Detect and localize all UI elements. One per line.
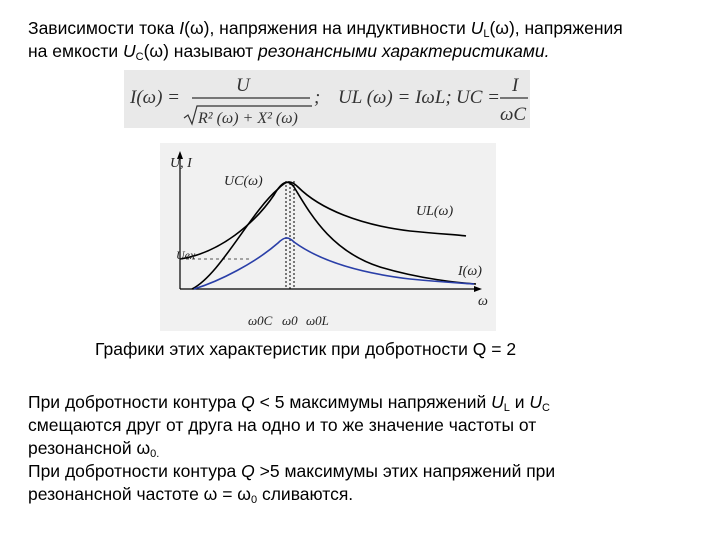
w0c-label: ω0C — [248, 313, 273, 328]
i-label: I(ω) — [458, 264, 482, 279]
graph-svg — [160, 143, 496, 331]
formula-uc-num: I — [512, 75, 519, 96]
intro-line-1: Зависимости тока I(ω), напряжения на индуктивности $U_L(\omega)$, напряжения — [28, 18, 623, 40]
formula-i-den: R² (ω) + X² (ω) — [198, 110, 298, 127]
w0-label: ω0 — [282, 313, 298, 328]
x-axis-label: ω — [478, 294, 488, 309]
w0l-label: ω0L — [306, 313, 329, 328]
intro-line-2: на емкости $U_C(\omega)$ называют резонансными характеристиками. — [28, 41, 550, 63]
formula-uc-lhs: UC = — [456, 87, 500, 108]
formula-svg — [124, 70, 530, 128]
resonance-graph — [160, 143, 496, 331]
body-p1-line3: резонансной $\omega_{0.}$ — [28, 438, 160, 460]
x-axis-arrow — [474, 286, 482, 292]
i-curve — [194, 238, 474, 289]
body-p1-line1: При добротности контура Q < 5 максимумы напряжений $U_L$ и $U_C$ — [28, 392, 550, 414]
formula-i-num: U — [236, 75, 250, 96]
graph-caption: Графики этих характеристик при добротности Q = 2 — [95, 339, 517, 359]
formula-ul: UL (ω) = IωL; — [338, 87, 452, 108]
formula-i-lhs: I(ω) = — [130, 87, 180, 108]
formula-sep: ; — [314, 87, 321, 108]
body-p2-line2: резонансной частоте $\omega = \omega_0$ сливаются. — [28, 484, 354, 506]
y-axis-label: U, I — [170, 156, 192, 171]
ul-label: UL(ω) — [416, 204, 454, 219]
formula-uc-den: ωC — [500, 104, 527, 125]
body-p1-line2: смещаются друг от друга на одно и то же значение частоты от — [28, 415, 537, 435]
formula-box — [124, 70, 530, 128]
body-p2-line1: При добротности контура Q >5 максимумы этих напряжений при — [28, 461, 556, 481]
uc-label: UC(ω) — [224, 174, 263, 189]
uex-label: Uex — [176, 248, 196, 262]
